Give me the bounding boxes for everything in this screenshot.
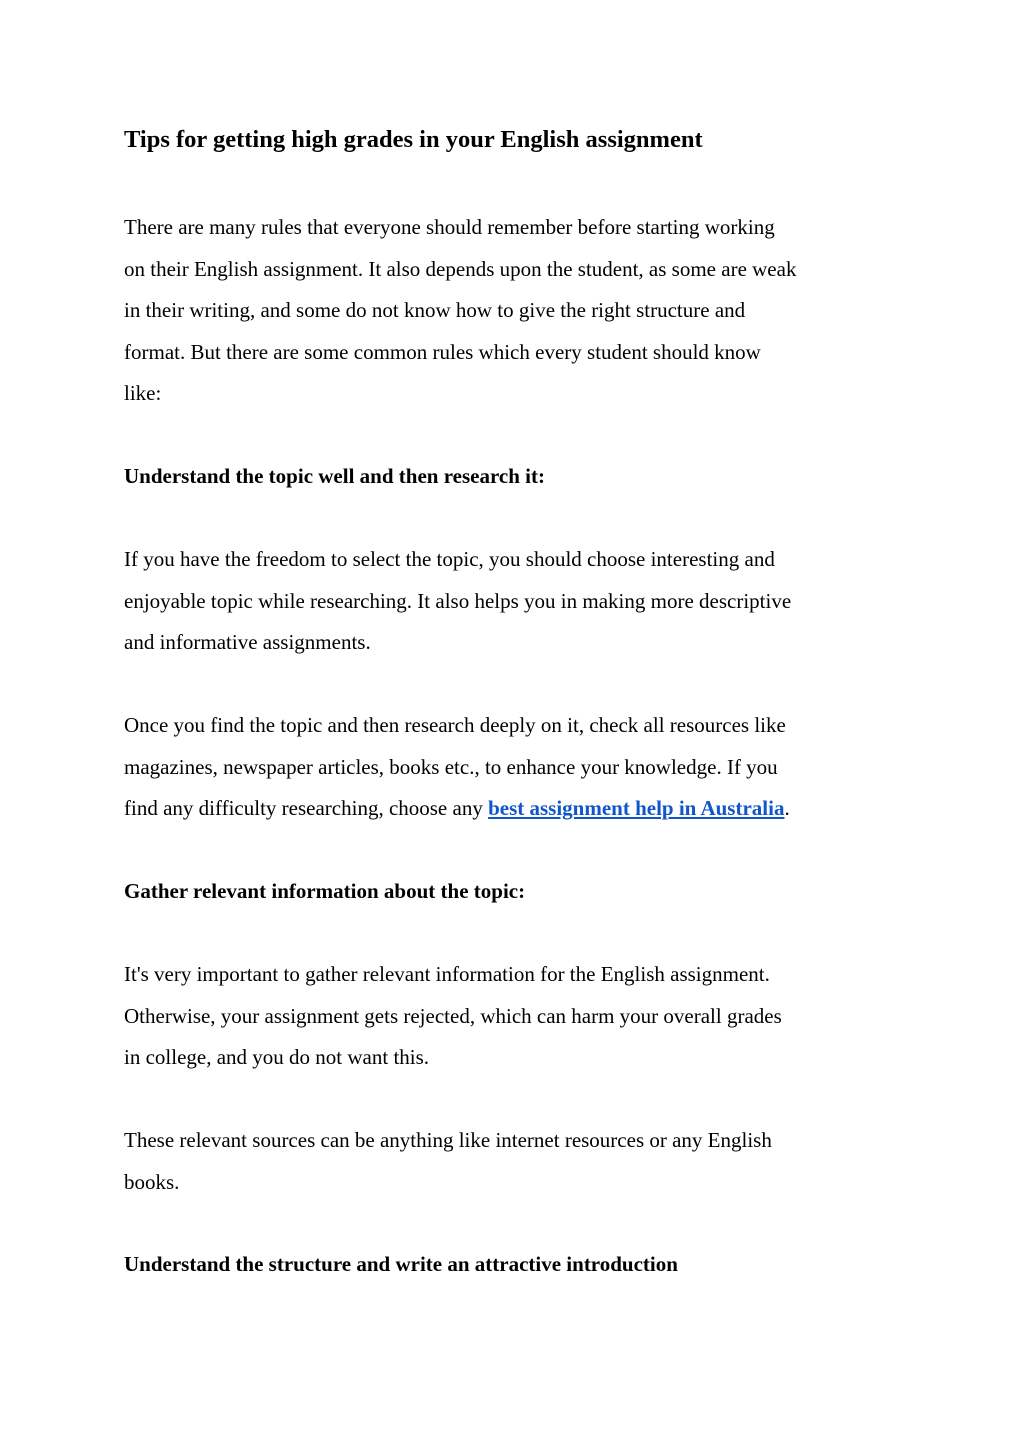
text-line: on their English assignment. It also depends upon the student, as some are weak: [124, 256, 797, 281]
text-line: magazines, newspaper articles, books etc., to enhance your knowledge. If you: [124, 754, 778, 779]
section-heading-research: Understand the topic well and then research it:: [124, 464, 545, 488]
text-line-with-link: [124, 788, 904, 830]
text-line: enjoyable topic while researching. It also helps you in making more descriptive: [124, 588, 792, 613]
document-title: Tips for getting high grades in your English assignment: [124, 126, 703, 153]
gather-paragraph-2: [124, 1120, 904, 1203]
text-line: in college, and you do not want this.: [124, 1045, 430, 1069]
text-fragment: find any difficulty researching, choose any: [124, 796, 489, 820]
research-paragraph-2: [124, 705, 904, 830]
gather-paragraph-1: [124, 954, 904, 1079]
intro-paragraph: [124, 207, 904, 415]
text-line: These relevant sources can be anything like internet resources or any English: [124, 1128, 772, 1152]
text-fragment: .: [784, 796, 790, 820]
section-heading-gather: Gather relevant information about the topic:: [124, 879, 526, 903]
assignment-help-link[interactable]: best assignment help in Australia: [488, 796, 785, 820]
text-line: If you have the freedom to select the topic, you should choose interesting and: [124, 547, 775, 571]
text-line: It's very important to gather relevant information for the English assignment.: [124, 962, 770, 986]
text-line: like:: [124, 381, 162, 405]
text-line: Once you find the topic and then research deeply on it, check all resources like: [124, 713, 786, 737]
text-line: There are many rules that everyone should remember before starting working: [124, 215, 775, 239]
text-line: Otherwise, your assignment gets rejected, which can harm your overall grades: [124, 1003, 782, 1028]
text-line: format. But there are some common rules which every student should know: [124, 339, 761, 364]
section-heading-structure: Understand the structure and write an attractive introduction: [124, 1252, 678, 1276]
research-paragraph-1: [124, 539, 904, 664]
text-line: in their writing, and some do not know how to give the right structure and: [124, 298, 746, 322]
text-line: books.: [124, 1169, 180, 1194]
text-line: and informative assignments.: [124, 630, 371, 654]
